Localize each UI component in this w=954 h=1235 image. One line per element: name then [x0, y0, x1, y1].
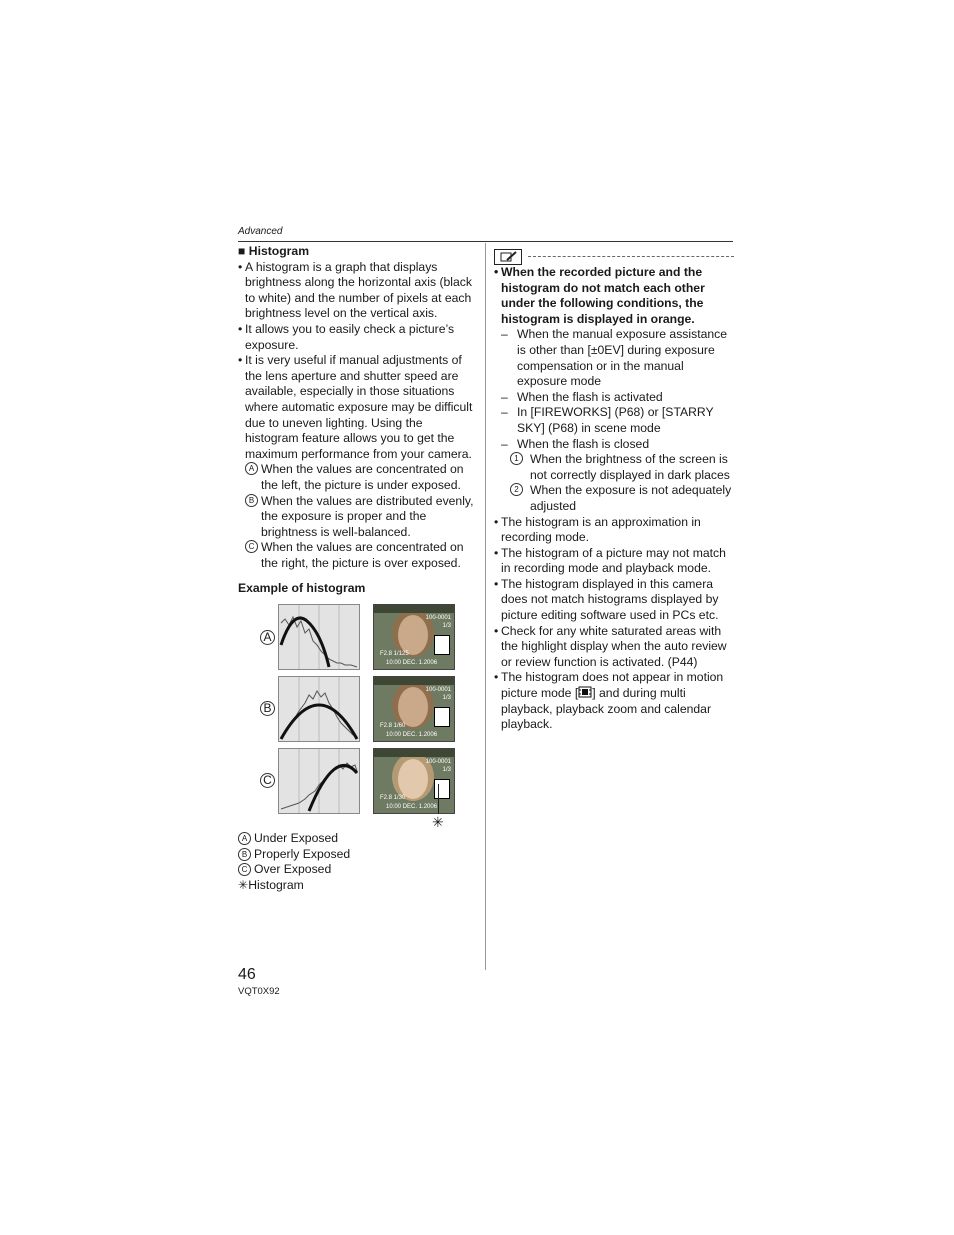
condition-item: – In [FIREWORKS] (P68) or [STARRY SKY] (P68) in scene mode [501, 405, 714, 435]
case-item: A When the values are concentrated on the left, the picture is under exposed. [238, 462, 478, 493]
histogram-graph-over [278, 748, 360, 814]
bullet-item: • The histogram is an approximation in recording mode. [494, 514, 701, 545]
bullet-item: • The histogram does not appear in motion picture mode [ ] and during multi playback, playback zoom and calendar playback. [494, 670, 724, 732]
mini-histogram-icon [434, 779, 450, 799]
legend-item: ✳Histogram [238, 877, 304, 892]
histogram-plot [279, 749, 359, 813]
example-heading: Example of histogram [238, 581, 366, 596]
legend-item: A Under Exposed [238, 831, 350, 847]
page-number: 46 [238, 966, 256, 983]
mini-histogram-icon [434, 635, 450, 655]
document-code: VQT0X92 [238, 986, 280, 997]
row-marker-c: C [260, 773, 275, 788]
camera-screen-over: 100-0001 1/3 F2.8 1/30 10:00 DEC. 1.2006 [373, 748, 455, 814]
histogram-plot [279, 605, 359, 669]
bullet-item: • The histogram of a picture may not match in recording mode and playback mode. [494, 545, 726, 576]
legend-item: B Properly Exposed [238, 847, 350, 863]
row-marker-b: B [260, 701, 275, 716]
section-label: Advanced [238, 226, 283, 237]
bullet-item: • It allows you to easily check a picture’s exposure. [238, 321, 455, 352]
histogram-plot [279, 677, 359, 741]
note-dashed-rule [528, 256, 734, 257]
square-bullet-icon: ■ [238, 244, 246, 258]
callout-line [438, 784, 439, 814]
figure-legend [238, 831, 350, 893]
pencil-icon [495, 250, 521, 264]
numbered-item: 2 When the exposure is not adequately adjusted [494, 483, 736, 514]
condition-item: – When the flash is activated [501, 389, 663, 404]
condition-item: – When the manual exposure assistance is other than [±0EV] during exposure compensation or in the manual exposure mode [501, 327, 728, 389]
condition-item: – When the flash is closed [501, 436, 650, 451]
numbered-item: 1 When the brightness of the screen is not correctly displayed in dark places [494, 452, 736, 483]
header-rule [238, 241, 733, 242]
legend-item: C Over Exposed [238, 862, 350, 878]
motion-picture-icon [578, 686, 592, 698]
bullet-item: • Check for any white saturated areas with the highlight display when the auto review or review function is activated. (P44) [494, 623, 727, 669]
bold-bullet: • When the recorded picture and the histogram do not match each other under the following conditions, the histogram is displayed in orange. [494, 265, 705, 326]
row-marker-a: A [260, 630, 275, 645]
case-item: B When the values are distributed evenly, the exposure is proper and the brightness is well-balanced. [238, 494, 478, 541]
bullet-item: • It is very useful if manual adjustments of the lens aperture and shutter speed are available, especially in those situations where automatic exposure may be difficult due to uneven lighting. Using the histogram feature allows you to get the maximum performance from your camera. [238, 353, 473, 461]
bullet-item: • A histogram is a graph that displays brightness along the horizontal axis (black to white) and the number of pixels at each brightness level on the vertical axis. [238, 259, 472, 321]
left-column [238, 244, 478, 597]
histogram-graph-proper [278, 676, 360, 742]
note-icon [494, 249, 522, 265]
heading-text: Histogram [248, 244, 310, 258]
asterisk-callout: ✳ [432, 814, 444, 830]
histogram-graph-under [278, 604, 360, 670]
histogram-heading [238, 244, 478, 260]
camera-screen-proper: 100-0001 1/3 F2.8 1/60 10:00 DEC. 1.2006 [373, 676, 455, 742]
bullet-item: • The histogram displayed in this camera does not match histograms displayed by picture editing software used in PCs etc. [494, 576, 719, 623]
column-divider [485, 243, 486, 970]
mini-histogram-icon [434, 707, 450, 727]
camera-screen-under: 100-0001 1/3 F2.8 1/125 10:00 DEC. 1.2006 [373, 604, 455, 670]
case-item: C When the values are concentrated on the right, the picture is over exposed. [238, 540, 478, 571]
right-column [494, 265, 736, 733]
